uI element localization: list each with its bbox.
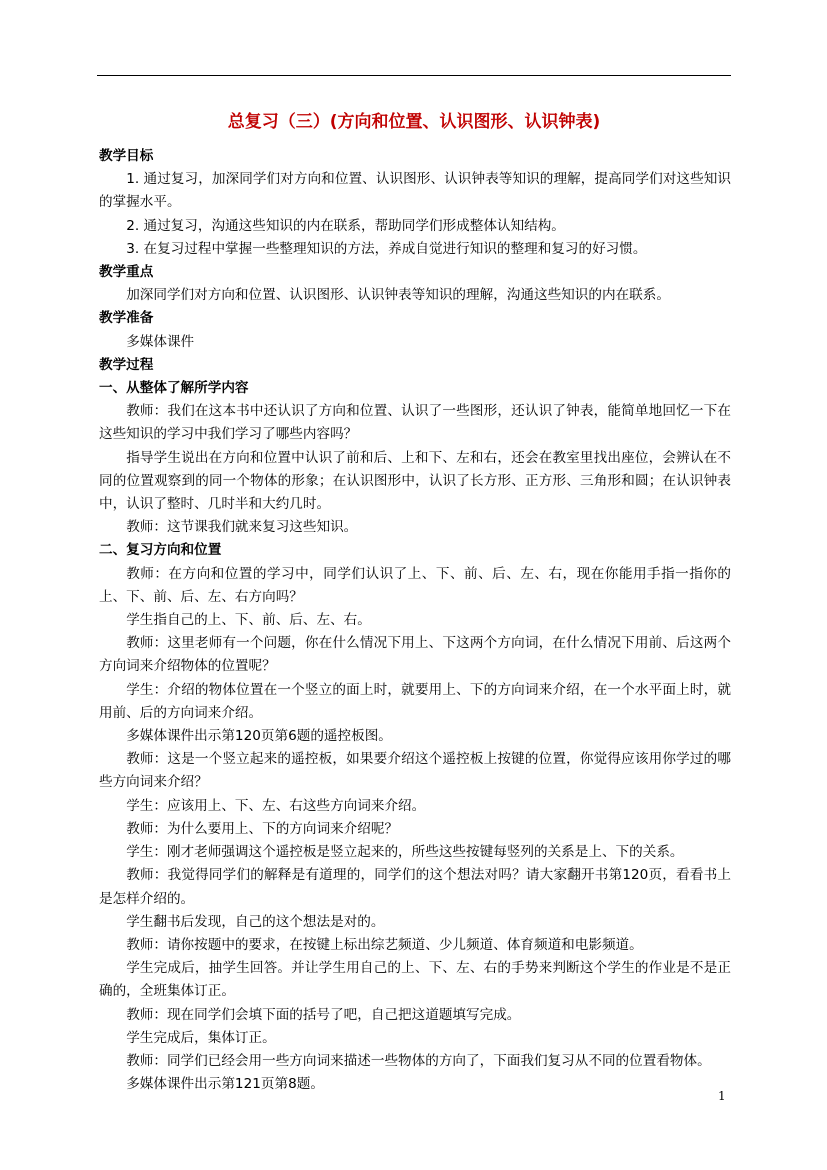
- body-paragraph: 2. 通过复习，沟通这些知识的内在联系，帮助同学们形成整体认知结构。: [126, 217, 565, 234]
- body-paragraph: 教师：这节课我们就来复习这些知识。: [126, 519, 358, 536]
- body-paragraph: 教师：这里老师有一个问题，你在什么情况下用上、下这两个方向词，在什么情况下用前、后这两个方向词来介绍物体的位置呢？: [99, 635, 731, 675]
- body-paragraph: 多媒体课件出示第120页第6题的遥控板图。: [126, 728, 392, 745]
- body-paragraph: 学生完成后，集体订正。: [126, 1029, 276, 1046]
- section-heading: 教学过程: [99, 356, 154, 373]
- page-number: 1: [718, 1089, 726, 1103]
- body-paragraph: 教师：我觉得同学们的解释是有道理的，同学们的这个想法对吗？请大家翻开书第120页，看看书上是怎样介绍的。: [99, 867, 731, 907]
- body-paragraph: 教师：现在同学们会填下面的括号了吧，自己把这道题填写完成。: [126, 1006, 521, 1023]
- body-paragraph: 学生：介绍的物体位置在一个竖立的面上时，就要用上、下的方向词来介绍，在一个水平面上时，就用前、后的方向词来介绍。: [99, 681, 731, 721]
- header-rule: [97, 75, 731, 76]
- body-paragraph: 教师：在方向和位置的学习中，同学们认识了上、下、前、后、左、右，现在你能用手指一指你的上、下、前、后、左、右方向吗？: [99, 565, 731, 605]
- body-paragraph: 教师：我们在这本书中还认识了方向和位置、认识了一些图形，还认识了钟表，能简单地回忆一下在这些知识的学习中我们学习了哪些内容吗？: [99, 403, 731, 443]
- body-paragraph: 教师：同学们已经会用一些方向词来描述一些物体的方向了，下面我们复习从不同的位置看物体。: [126, 1052, 711, 1069]
- body-paragraph: 学生：刚才老师强调这个遥控板是竖立起来的，所些这些按键每竖列的关系是上、下的关系。: [126, 844, 684, 861]
- section-heading: 教学重点: [99, 264, 154, 281]
- body-paragraph: 学生翻书后发现，自己的这个想法是对的。: [126, 913, 385, 930]
- body-paragraph: 学生指自己的上、下、前、后、左、右。: [126, 612, 371, 629]
- page-title: 总复习（三）(方向和位置、认识图形、认识钟表): [227, 112, 601, 132]
- body-paragraph: 学生完成后，抽学生回答。并让学生用自己的上、下、左、右的手势来判断这个学生的作业是不是正确的，全班集体订正。: [99, 960, 731, 1000]
- section-heading: 教学目标: [99, 148, 154, 164]
- body-paragraph: 3. 在复习过程中掌握一些整理知识的方法，养成自觉进行知识的整理和复习的好习惯。: [126, 240, 647, 257]
- body-paragraph: 多媒体课件: [126, 333, 195, 350]
- body-paragraph: 教师：为什么要用上、下的方向词来介绍呢？: [126, 820, 399, 837]
- section-heading: 二、复习方向和位置: [99, 542, 222, 559]
- body-paragraph: 学生：应该用上、下、左、右这些方向词来介绍。: [126, 797, 426, 814]
- body-paragraph: 教师：这是一个竖立起来的遥控板，如果要介绍这个遥控板上按键的位置，你觉得应该用你学过的哪些方向词来介绍？: [99, 751, 731, 791]
- body-paragraph: 多媒体课件出示第121页第8题。: [126, 1076, 324, 1093]
- section-heading: 教学准备: [99, 310, 154, 327]
- body-paragraph: 教师：请你按题中的要求，在按键上标出综艺频道、少儿频道、体育频道和电影频道。: [126, 936, 643, 953]
- body-paragraph: 指导学生说出在方向和位置中认识了前和后、上和下、左和右，还会在教室里找出座位，会辨认在不同的位置观察到的同一个物体的形象；在认识图形中，认识了长方形、正方形、三角形和圆；在认识钟表中，认识了整时、几时半和大约几时。: [99, 449, 731, 513]
- body-paragraph: 1. 通过复习，加深同学们对方向和位置、认识图形、认识钟表等知识的理解，提高同学们对这些知识的掌握水平。: [99, 171, 731, 211]
- body-paragraph: 加深同学们对方向和位置、认识图形、认识钟表等知识的理解，沟通这些知识的内在联系。: [126, 287, 670, 304]
- section-heading: 一、从整体了解所学内容: [99, 380, 249, 397]
- document-body: [99, 145, 731, 1096]
